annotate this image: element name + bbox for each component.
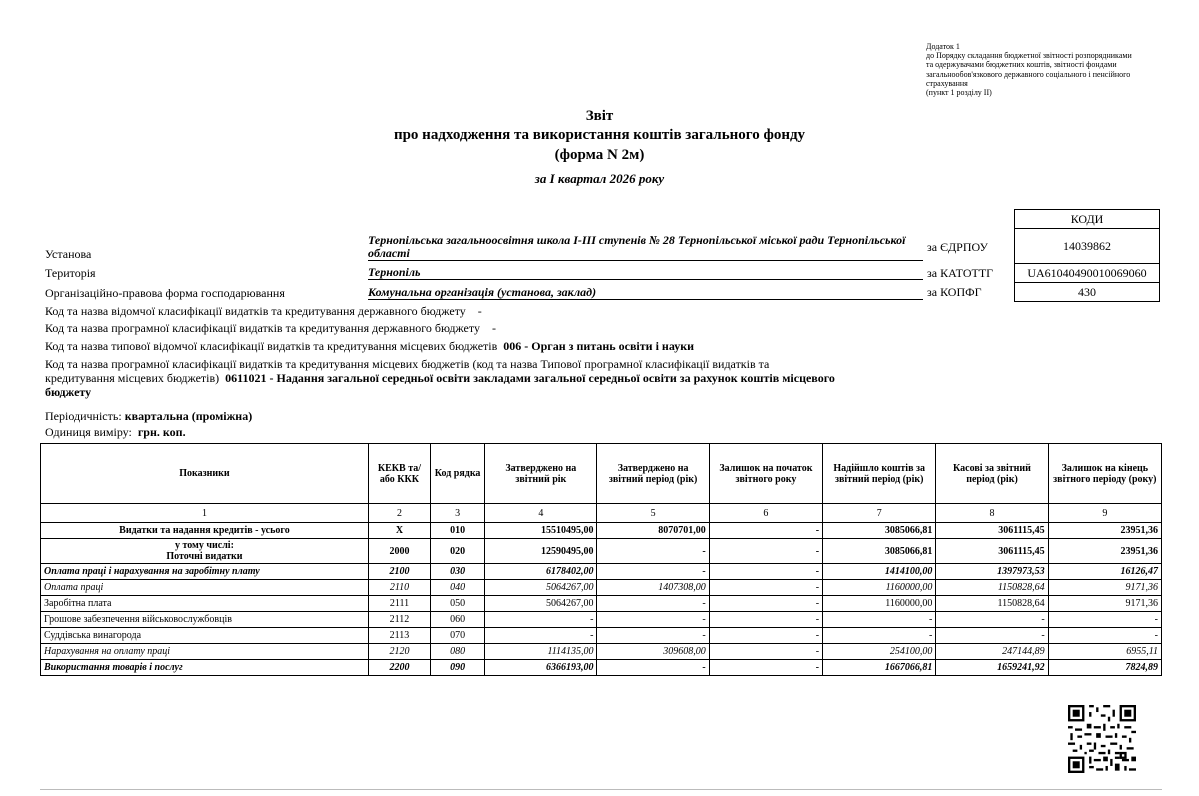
row-c4: 6366193,00 [485,660,597,676]
row-c4: 5064267,00 [485,596,597,612]
row-c5: - [597,628,709,644]
row-c9: 6955,11 [1048,644,1161,660]
row-c9: 23951,36 [1048,539,1161,564]
row-c7: - [823,612,936,628]
row-c5: - [597,539,709,564]
row-c6: - [709,644,822,660]
header-balance-start: Залишок на початок звітного року [709,444,822,504]
row-code: 080 [431,644,485,660]
qr-code-icon [1068,705,1136,773]
row-c4: 6178402,00 [485,564,597,580]
row-c8: - [936,612,1048,628]
edrpou-label: за ЄДРПОУ [927,240,989,254]
kopfg-code: 430 [1015,283,1160,302]
row-c6: - [709,564,822,580]
table-row [41,660,1162,676]
row-kekv: 2100 [368,564,430,580]
row-c8: 1397973,53 [936,564,1048,580]
table-row [41,612,1162,628]
row-c9: 7824,89 [1048,660,1161,676]
report-title: Звіт [585,108,614,124]
header-approved-year: Затверджено на звітний рік [485,444,597,504]
territory-label: Територія [45,266,96,280]
row-c4: - [485,612,597,628]
katottg-code: UA61040490010069060 [1015,264,1160,283]
row-name: Грошове забезпечення військовослужбовців [41,612,369,628]
row-name: Нарахування на оплату праці [41,644,369,660]
header-indicators: Показники [41,444,369,504]
col-num: 2 [368,504,430,523]
row-c8: 1150828,64 [936,596,1048,612]
codes-table [1014,209,1160,302]
annex-note: Додаток 1 до Порядку складання бюджетної звітності розпорядниками та одержувачами бюджетних коштів, звітності фондами загальнообов'язкового державного соціального і пенсійного страхування (пункт 1 розділу II) [926,42,1132,98]
row-kekv: 2110 [368,580,430,596]
row-c5: - [597,564,709,580]
row-c6: - [709,660,822,676]
row-kekv: X [368,523,430,539]
table-row [41,539,1162,564]
dept-classification-line: Код та назва відомчої класифікації видатків та кредитування державного бюджету - [45,304,482,318]
row-c8: 247144,89 [936,644,1048,660]
row-kekv: 2112 [368,612,430,628]
header-received: Надійшло коштів за звітний період (рік) [823,444,936,504]
row-c7: 1414100,00 [823,564,936,580]
row-name: Використання товарів і послуг [41,660,369,676]
row-c6: - [709,628,822,644]
row-c6: - [709,612,822,628]
row-c8: 1150828,64 [936,580,1048,596]
periodicity: Періодичність: квартальна (проміжна) [45,409,253,423]
header-kekv: КЕКВ та/або ККК [368,444,430,504]
col-num: 5 [597,504,709,523]
report-form: (форма N 2м) [554,147,645,163]
institution-label: Установа [45,247,92,261]
row-name: Оплата праці [41,580,369,596]
row-c4: 1114135,00 [485,644,597,660]
row-c5: - [597,596,709,612]
row-c6: - [709,523,822,539]
codes-header: КОДИ [1015,210,1160,229]
row-c5: 1407308,00 [597,580,709,596]
report-subtitle: про надходження та використання коштів загального фонду [393,127,806,143]
column-numbers-row [41,504,1162,523]
edrpou-code: 14039862 [1015,229,1160,264]
row-code: 020 [431,539,485,564]
table-row [41,580,1162,596]
header-approved-period: Затверджено на звітний період (рік) [597,444,709,504]
row-c6: - [709,580,822,596]
row-c7: 1160000,00 [823,580,936,596]
row-c5: 309608,00 [597,644,709,660]
row-code: 040 [431,580,485,596]
row-c5: - [597,660,709,676]
header-balance-end: Залишок на кінець звітного періоду (року) [1048,444,1161,504]
row-c9: 23951,36 [1048,523,1161,539]
row-name: Оплата праці і нарахування на заробітну плату [41,564,369,580]
org-form-label: Організаційно-правова форма господарювання [45,286,285,300]
row-c4: 12590495,00 [485,539,597,564]
row-c9: 16126,47 [1048,564,1161,580]
row-kekv: 2000 [368,539,430,564]
footer-divider [40,789,1162,790]
local-program-classification-line: Код та назва програмної класифікації видатків та кредитування місцевих бюджетів (код та назва Типової програмної класифікації видатків та кредитування місцевих бюджетів) 0611021 - Надання загальної середньої освіти закладами загальної середньої освіти за рахунок коштів місцевого бюджету [45,357,835,399]
row-code: 050 [431,596,485,612]
row-c7: 1160000,00 [823,596,936,612]
table-row [41,628,1162,644]
header-cash: Касові за звітний період (рік) [936,444,1048,504]
row-c5: - [597,612,709,628]
row-c8: 1659241,92 [936,660,1048,676]
row-c7: 3085066,81 [823,539,936,564]
col-num: 8 [936,504,1048,523]
row-c7: - [823,628,936,644]
row-code: 030 [431,564,485,580]
table-row [41,644,1162,660]
table-row [41,564,1162,580]
col-num: 4 [485,504,597,523]
report-period: за I квартал 2026 року [534,171,665,186]
row-name: у тому числі: Поточні видатки [41,539,369,564]
row-c6: - [709,539,822,564]
row-c8: - [936,628,1048,644]
row-c7: 3085066,81 [823,523,936,539]
institution-value: Тернопільська загальноосвітня школа I-III ступенів № 28 Тернопільської міської ради Тернопільської області [368,234,923,261]
row-code: 060 [431,612,485,628]
row-c4: - [485,628,597,644]
row-code: 010 [431,523,485,539]
col-num: 7 [823,504,936,523]
territory-value: Тернопіль [368,266,923,280]
row-c9: 9171,36 [1048,580,1161,596]
row-c7: 1667066,81 [823,660,936,676]
col-num: 9 [1048,504,1161,523]
col-num: 6 [709,504,822,523]
row-kekv: 2113 [368,628,430,644]
row-code: 090 [431,660,485,676]
table-row [41,596,1162,612]
program-classification-line: Код та назва програмної класифікації видатків та кредитування державного бюджету - [45,321,496,335]
row-c8: 3061115,45 [936,523,1048,539]
row-c4: 15510495,00 [485,523,597,539]
kopfg-label: за КОПФГ [927,285,982,299]
row-name: Суддівська винагорода [41,628,369,644]
row-name: Видатки та надання кредитів - усього [41,523,369,539]
row-c7: 254100,00 [823,644,936,660]
row-c9: - [1048,628,1161,644]
row-c9: - [1048,612,1161,628]
row-c6: - [709,596,822,612]
org-form-value: Комунальна організація (установа, заклад) [368,286,923,300]
row-c9: 9171,36 [1048,596,1161,612]
report-table [40,443,1162,676]
row-c4: 5064267,00 [485,580,597,596]
col-num: 3 [431,504,485,523]
row-kekv: 2120 [368,644,430,660]
row-c5: 8070701,00 [597,523,709,539]
table-row [41,523,1162,539]
header-row-code: Код рядка [431,444,485,504]
row-name: Заробітна плата [41,596,369,612]
row-kekv: 2111 [368,596,430,612]
unit: Одиниця виміру: грн. коп. [45,425,186,439]
row-code: 070 [431,628,485,644]
row-kekv: 2200 [368,660,430,676]
row-c8: 3061115,45 [936,539,1048,564]
typical-dept-classification-line: Код та назва типової відомчої класифікації видатків та кредитування місцевих бюджетів 006 - Орган з питань освіти і науки [45,339,695,353]
katottg-label: за КАТОТТГ [927,266,994,280]
col-num: 1 [41,504,369,523]
